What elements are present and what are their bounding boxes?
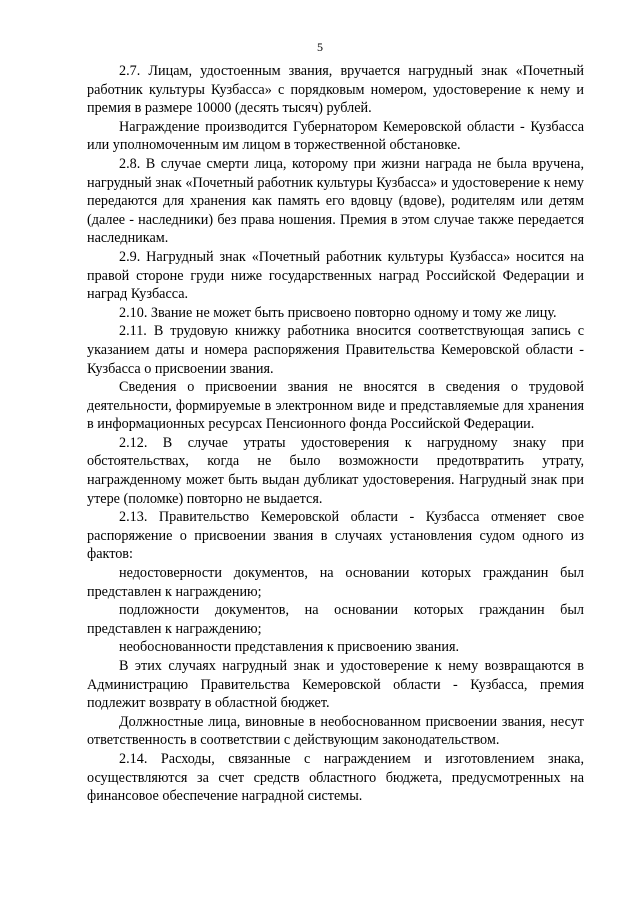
list-item-unjustified-nomination: необоснованности представления к присвоению звания. <box>119 639 460 656</box>
paragraph-2-8: 2.8. В случае смерти лица, которому при жизни награда не была вручена, нагрудный знак «Почетный работник культуры Кузбасса» и удостоверение к нему передаются для хранения как память его вдовцу (вдове), родителям или детям (далее - наследники) без права ношения. Премия в этом случае также передается наследникам. <box>87 155 584 247</box>
paragraph-2-13-return: В этих случаях нагрудный знак и удостоверение к нему возвращаются в Администрацию Правительства Кемеровской области - Кузбасса, премия подлежит возврату в областной бюджет. <box>87 658 584 712</box>
paragraph-2-13: 2.13. Правительство Кемеровской области - Кузбасса отменяет свое распоряжение о присвоении звания в случаях установления судом одного из фактов: <box>87 509 584 563</box>
list-item-forged-documents: подложности документов, на основании которых гражданин был представлен к награждению; <box>87 602 584 637</box>
paragraph-2-7-awarding: Награждение производится Губернатором Кемеровской области - Кузбасса или уполномоченным им лицом в торжественной обстановке. <box>87 118 584 154</box>
paragraph-2-11-records: Сведения о присвоении звания не вносятся в сведения о трудовой деятельности, формируемые в электронном виде и представляемые для хранения в информационных ресурсах Пенсионного фонда Российской Федерации. <box>87 379 584 433</box>
paragraph-2-9: 2.9. Нагрудный знак «Почетный работник культуры Кузбасса» носится на правой стороне груди ниже государственных наград Российской Федерации и наград Кузбасса. <box>87 248 584 303</box>
document-body <box>87 62 584 806</box>
paragraph-2-7: 2.7. Лицам, удостоенным звания, вручается нагрудный знак «Почетный работник культуры Кузбасса» с порядковым номером, удостоверение к нему и премия в размере 10000 (десять тысяч) рублей. <box>87 63 584 117</box>
paragraph-2-10: 2.10. Звание не может быть присвоено повторно одному и тому же лицу. <box>119 304 557 321</box>
paragraph-2-11: 2.11. В трудовую книжку работника вносится соответствующая запись с указанием даты и номера распоряжения Правительства Кемеровской области - Кузбасса о присвоении звания. <box>87 323 584 377</box>
page-number: 5 <box>317 40 323 54</box>
paragraph-2-12: 2.12. В случае утраты удостоверения к нагрудному знаку при обстоятельствах, когда не было возможности предотвратить утрату, награжденному может быть выдан дубликат удостоверения. Нагрудный знак при утере (поломке) повторно не выдается. <box>87 434 584 507</box>
paragraph-2-13-liability: Должностные лица, виновные в необоснованном присвоении звания, несут ответственность в соответствии с действующим законодательством. <box>87 713 584 749</box>
paragraph-2-14: 2.14. Расходы, связанные с награждением и изготовлением знака, осуществляются за счет средств областного бюджета, предусмотренных на финансовое обеспечение наградной системы. <box>87 750 584 805</box>
list-item-invalid-documents: недостоверности документов, на основании которых гражданин был представлен к награждению; <box>87 565 584 600</box>
